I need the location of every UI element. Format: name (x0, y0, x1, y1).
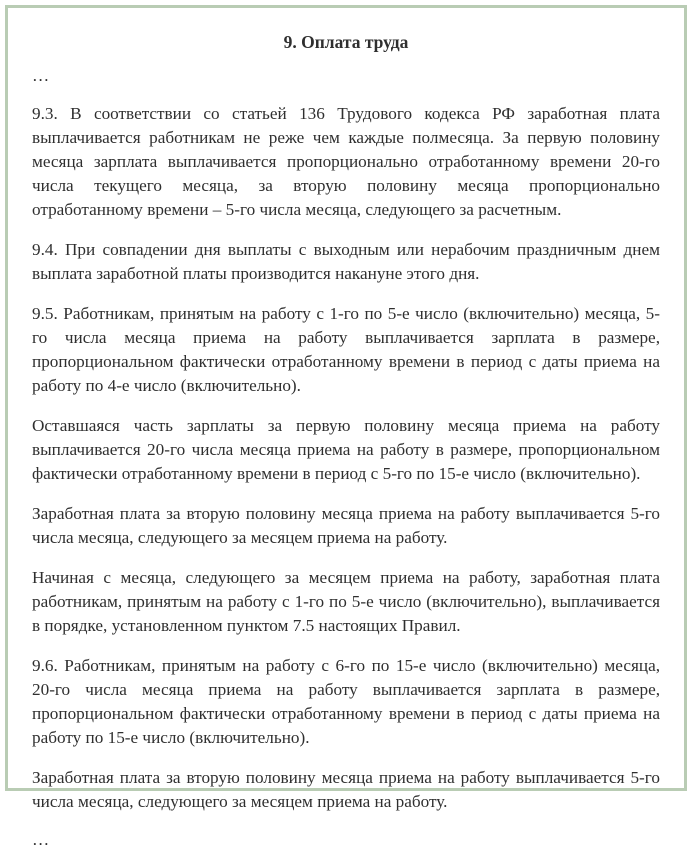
paragraph-9-6-second-half: Заработная плата за вторую половину месяца приема на работу выплачивается 5-го числа месяца, следующего за месяцем приема на работу. (32, 768, 660, 811)
document-frame (5, 5, 687, 849)
paragraph-9-6: 9.6. Работникам, принятым на работу с 6-го по 15-е число (включительно) месяца, 20-го числа месяца приема на работу выплачивается зарплата в размере, пропорциональном фактически отработанному времени в период с даты приема на работу по 15-е число (включительно). (32, 656, 660, 747)
paragraph-9-5: 9.5. Работникам, принятым на работу с 1-го по 5-е число (включительно) месяца, 5-го числа месяца приема на работу выплачивается зарплата в размере, пропорциональном фактически отработанному времени в период с даты приема на работу по 4-е число (включительно). (32, 304, 660, 395)
ellipsis-bottom: … (32, 830, 51, 849)
section-title: 9. Оплата труда (283, 32, 409, 52)
document-body (32, 30, 660, 866)
ellipsis-top: … (32, 66, 51, 85)
paragraph-9-5-following-months: Начиная с месяца, следующего за месяцем приема на работу, заработная плата работникам, принятым на работу с 1-го по 5-е число (включительно), выплачивается в порядке, установленном пунктом 7.5 настоящих Правил. (32, 568, 660, 635)
paragraph-9-5-remaining: Оставшаяся часть зарплаты за первую половину месяца приема на работу выплачивается 20-го числа месяца приема на работу в размере, пропорциональном фактически отработанному времени в период с 5-го по 15-е число (включительно). (32, 416, 660, 483)
paragraph-9-5-second-half: Заработная плата за вторую половину месяца приема на работу выплачивается 5-го числа месяца, следующего за месяцем приема на работу. (32, 504, 660, 547)
paragraph-9-4: 9.4. При совпадении дня выплаты с выходным или нерабочим праздничным днем выплата заработной платы производится накануне этого дня. (32, 240, 660, 283)
paragraph-9-3: 9.3. В соответствии со статьей 136 Трудового кодекса РФ заработная плата выплачивается работникам не реже чем каждые полмесяца. За первую половину месяца зарплата выплачивается пропорционально отработанному времени 20-го числа текущего месяца, за вторую половину месяца пропорционально отработанному времени – 5-го числа месяца, следующего за расчетным. (32, 104, 660, 219)
